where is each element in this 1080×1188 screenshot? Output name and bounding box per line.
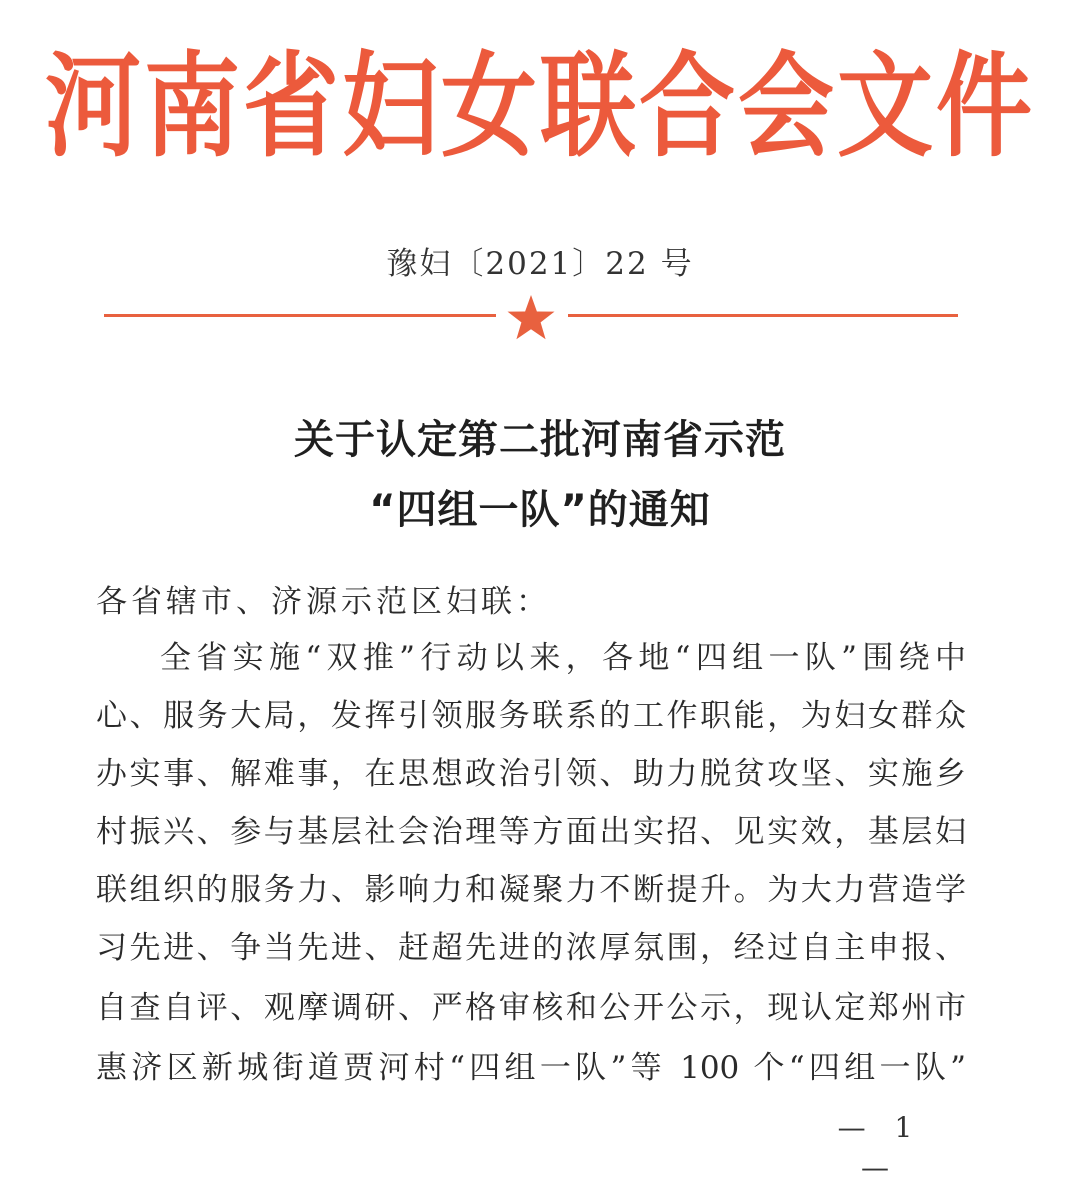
body-line: 惠济区新城街道贾河村“四组一队”等 100 个“四组一队” — [96, 1050, 966, 1086]
body-line: 自查自评、观摩调研、严格审核和公开公示，现认定郑州市 — [96, 990, 966, 1026]
body-line: 村振兴、参与基层社会治理等方面出实招、见实效，基层妇 — [96, 814, 966, 850]
document-title-line-2: “四组一队”的通知 — [369, 487, 711, 533]
document-number: 豫妇〔2021〕22 号 — [386, 246, 694, 282]
divider-right-rule — [568, 314, 958, 317]
body-line: 习先进、争当先进、赶超先进的浓厚氛围，经过自主申报、 — [96, 930, 966, 966]
masthead-title: 河南省妇女联合会文件 — [45, 40, 1035, 173]
star-icon — [506, 293, 556, 341]
document-title-line-1: 关于认定第二批河南省示范 — [294, 417, 786, 463]
page-number: — 1 — — [837, 1111, 923, 1184]
divider-left-rule — [104, 314, 496, 317]
body-line: 办实事、解难事，在思想政治引领、助力脱贫攻坚、实施乡 — [96, 756, 966, 792]
body-line: 联组织的服务力、影响力和凝聚力不断提升。为大力营造学 — [96, 872, 966, 908]
body-line: 全省实施“双推”行动以来，各地“四组一队”围绕中 — [160, 640, 966, 676]
salutation: 各省辖市、济源示范区妇联： — [96, 584, 551, 620]
body-line: 心、服务大局，发挥引领服务联系的工作职能，为妇女群众 — [96, 698, 966, 734]
